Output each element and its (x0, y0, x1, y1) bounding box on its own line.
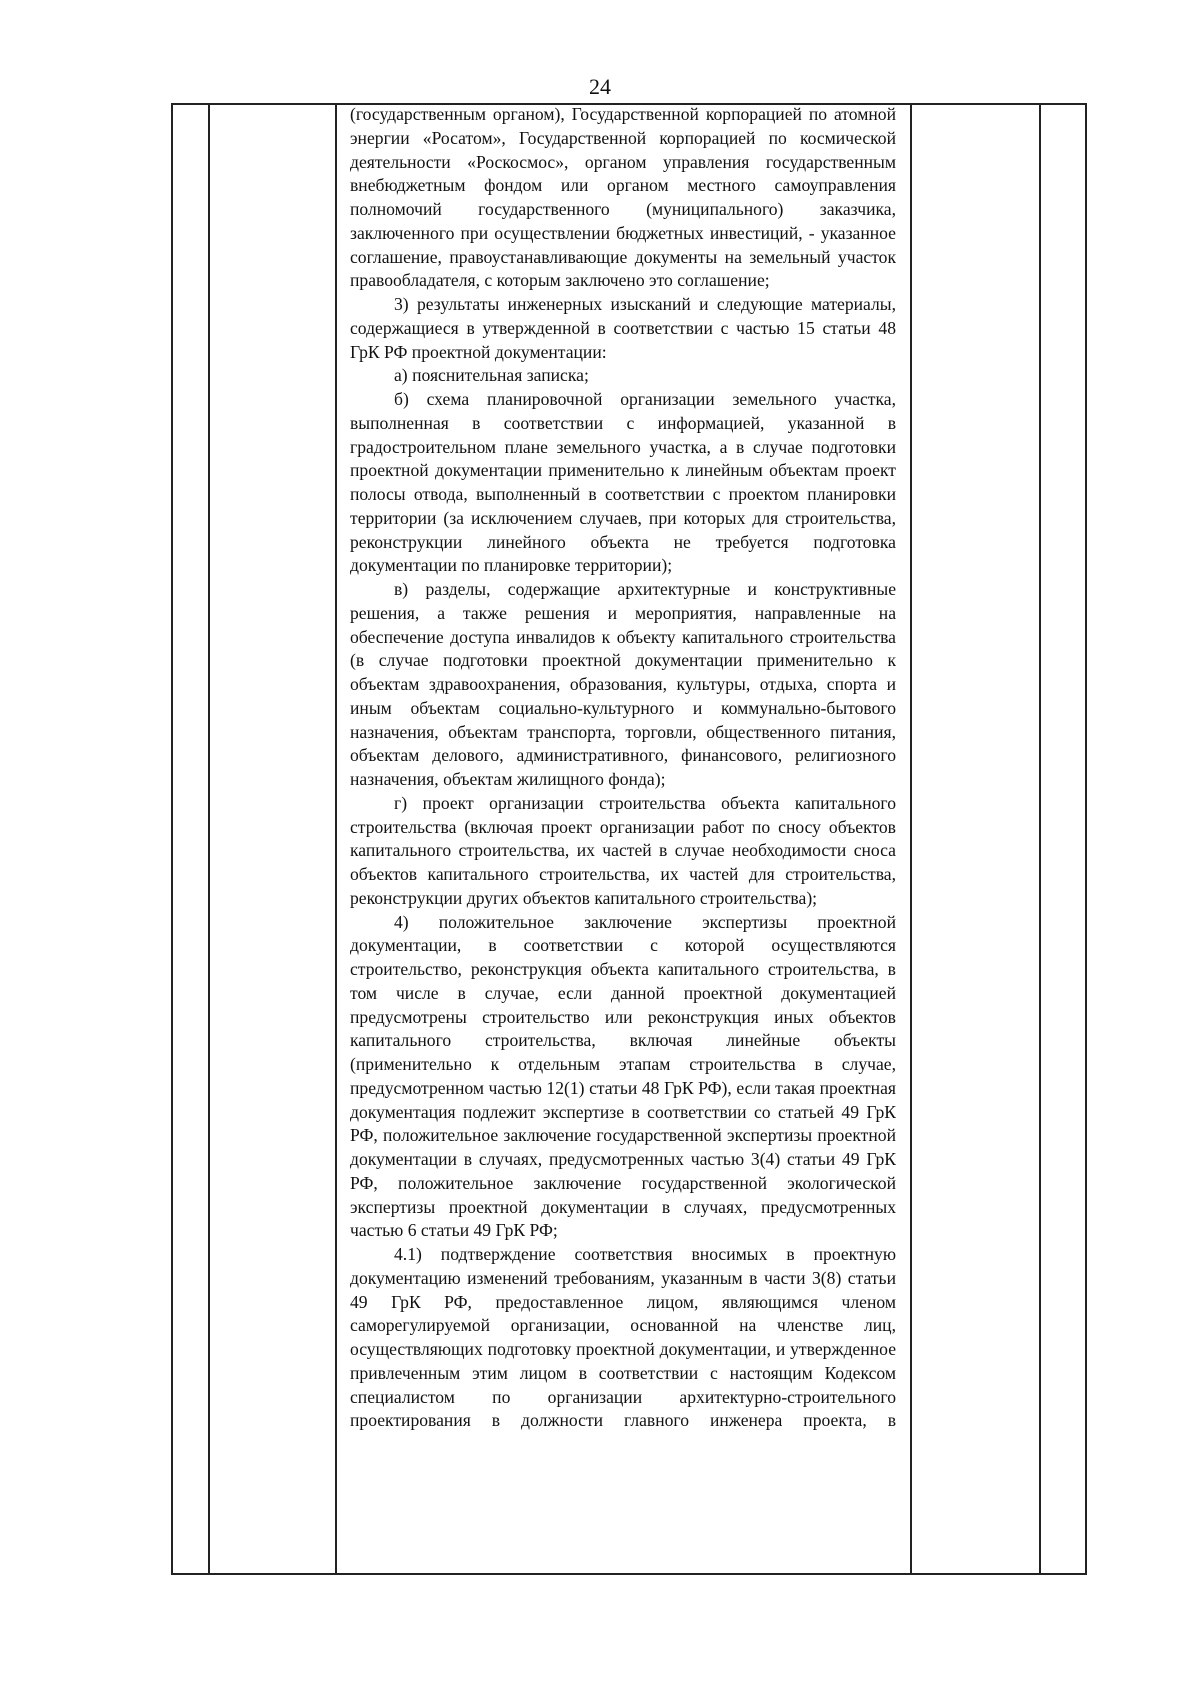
table-bottom-border (171, 1573, 1087, 1575)
table-column-line (910, 103, 912, 1575)
table-column-line (335, 103, 337, 1575)
paragraph-item-4-1: 4.1) подтверждение соответствия вносимых в проектную документацию изменений требованиям, указанным в части 3(8) статьи 49 ГрК РФ, предоставленное лицом, являющимся членом саморегулируемой организации, основанной на членстве лиц, осуществляющих подготовку проектной документации, и утвержденное привлеченным этим лицом в соответствии с настоящим Кодексом специалистом по организации архитектурно-строительного проектирования в должности главного инженера проекта, в (350, 1244, 896, 1431)
paragraph-continuation: (государственным органом), Государственной корпорацией по атомной энергии «Росатом», Государственной корпорацией по космической деятельности «Роскосмос», органом управления государственным внебюджетным фондом или органом местного самоуправления полномочий государственного (муниципального) заказчика, заключенного при осуществлении бюджетных инвестиций, - указанное соглашение, правоустанавливающие документы на земельный участок правообладателя, с которым заключено это соглашение; (350, 104, 896, 291)
table-column-line (171, 103, 173, 1575)
table-column-line (208, 103, 210, 1575)
paragraph-item-4: 4) положительное заключение экспертизы проектной документации, в соответствии с которой осуществляются строительство, реконструкция объекта капитального строительства, в том числе в случае, если данной проектной документацией предусмотрены строительство или реконструкция иных объектов капитального строительства, включая линейные объекты (применительно к отдельным этапам строительства в случае, предусмотренном частью 12(1) статьи 48 ГрК РФ), если такая проектная документация подлежит экспертизе в соответствии со статьей 49 ГрК РФ, положительное заключение государственной экспертизы проектной документации в случаях, предусмотренных частью 3(4) статьи 49 ГрК РФ, положительное заключение государственной экологической экспертизы проектной документации в случаях, предусмотренных частью 6 статьи 49 ГрК РФ; (350, 911, 896, 1241)
paragraph-item-3b: б) схема планировочной организации земельного участка, выполненная в соответствии с информацией, указанной в градостроительном плане земельного участка, а в случае подготовки проектной документации применительно к линейным объектам проект полосы отвода, выполненный в соответствии с проектом планировки территории (за исключением случаев, при которых для строительства, реконструкции линейного объекта не требуется подготовка документации по планировке территории); (350, 389, 896, 576)
paragraph-item-3: 3) результаты инженерных изысканий и следующие материалы, содержащиеся в утвержденной в соответствии с частью 15 статьи 48 ГрК РФ проектной документации: (350, 294, 896, 362)
paragraph-item-3g: г) проект организации строительства объекта капитального строительства (включая проект организации работ по сносу объектов капитального строительства, их частей в случае необходимости сноса объектов капитального строительства, их частей для строительства, реконструкции других объектов капитального строительства); (350, 792, 896, 908)
table-column-line (1039, 103, 1041, 1575)
document-text-cell (350, 103, 896, 1433)
table-column-line (1085, 103, 1087, 1575)
paragraph-item-3v: в) разделы, содержащие архитектурные и конструктивные решения, а также решения и мероприятия, направленные на обеспечение доступа инвалидов к объекту капитального строительства (в случае подготовки проектной документации применительно к объектам здравоохранения, образования, культуры, отдыха, спорта и иным объектам социально-культурного и коммунально-бытового назначения, объектам транспорта, торговли, общественного питания, объектам делового, административного, финансового, религиозного назначения, объектам жилищного фонда); (350, 579, 896, 789)
paragraph-item-3a: а) пояснительная записка; (394, 365, 589, 386)
page-number: 24 (589, 74, 611, 99)
